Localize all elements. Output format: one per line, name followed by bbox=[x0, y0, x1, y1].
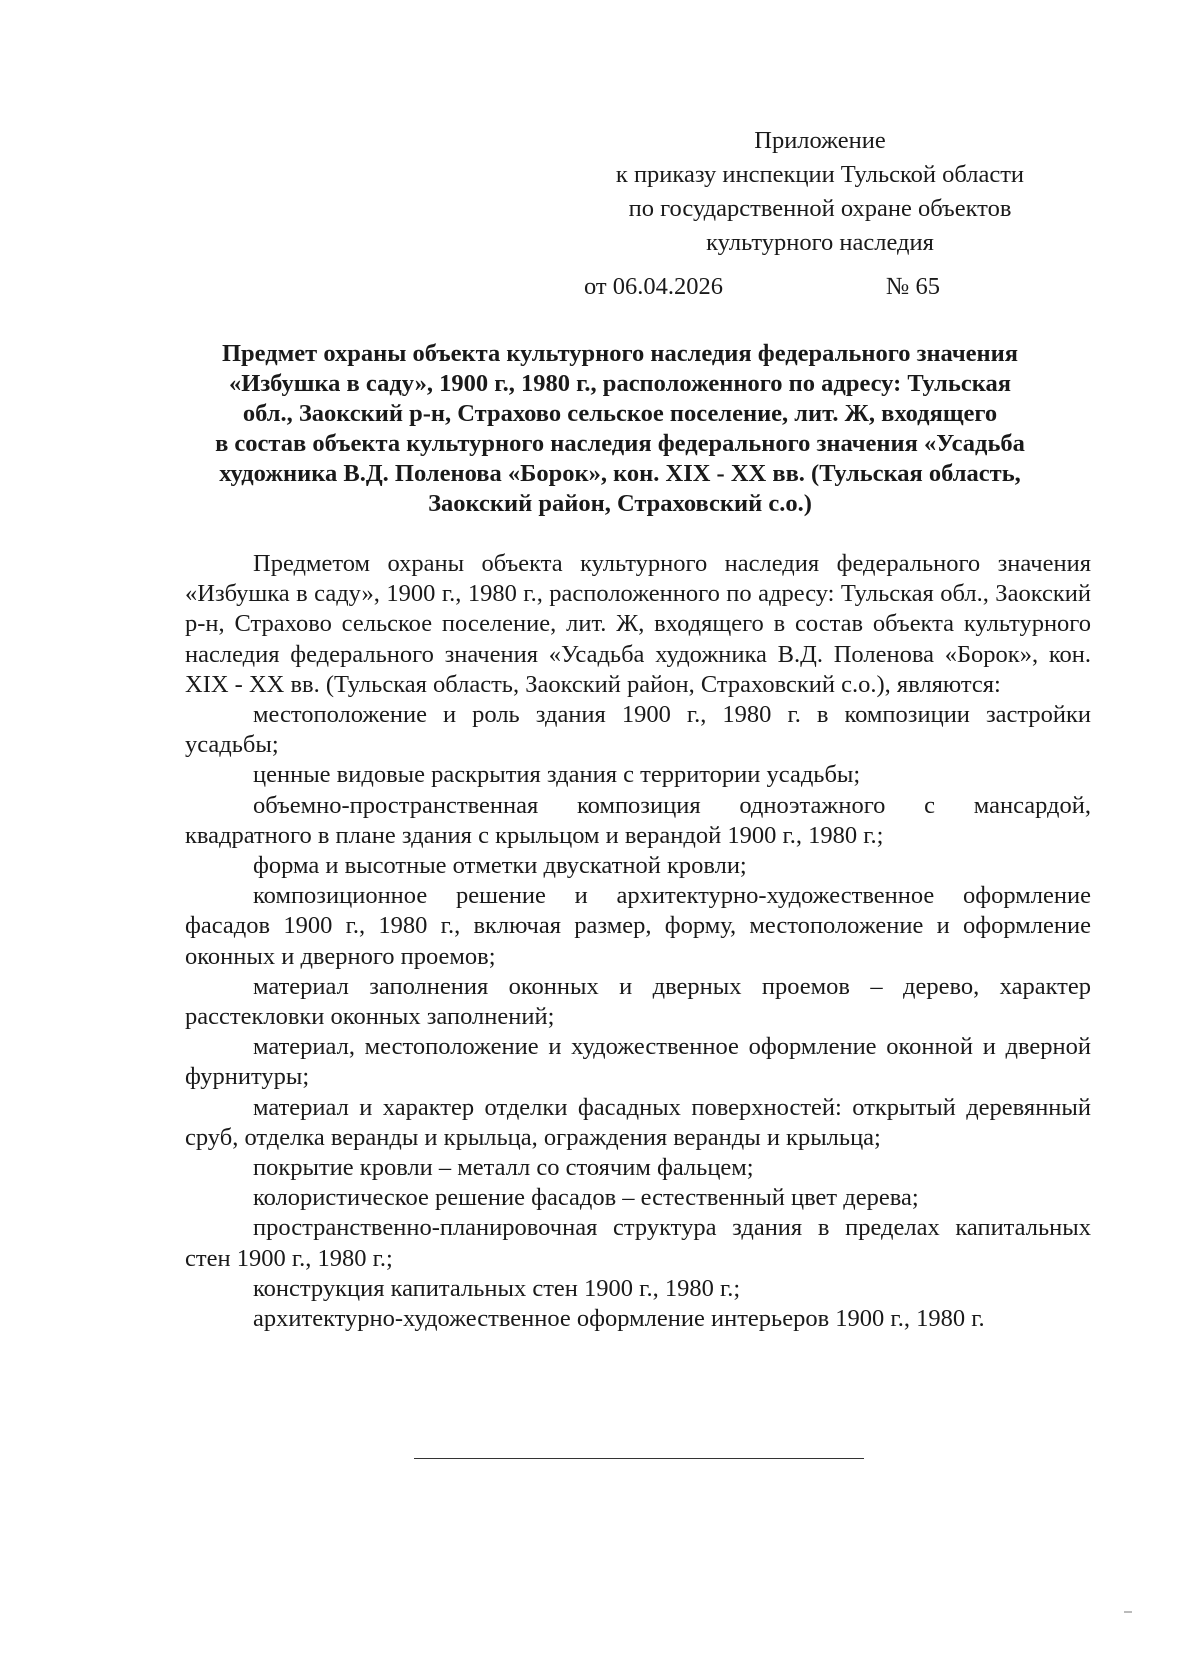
protection-item: материал, местоположение и художественное оформление оконной и дверной фурнитуры; bbox=[185, 1033, 1091, 1091]
protection-item: форма и высотные отметки двускатной кровли; bbox=[253, 852, 747, 880]
order-date: от 06.04.2026 bbox=[584, 273, 724, 300]
title-line: Предмет охраны объекта культурного наследия федерального значения bbox=[221, 340, 1019, 367]
appendix-label: Приложение bbox=[754, 127, 886, 154]
title-line: художника В.Д. Поленова «Борок», кон. XIX - XX вв. (Тульская область, bbox=[219, 460, 1021, 487]
protection-item: местоположение и роль здания 1900 г., 1980 г. в композиции застройки усадьбы; bbox=[185, 701, 1091, 759]
appendix-header bbox=[580, 124, 1060, 260]
intro-paragraph: Предметом охраны объекта культурного наследия федерального значения «Избушка в саду», 1900 г., 1980 г., расположенного по адресу: Тульская обл., Заокский р-н, Страхово сельское поселение, лит. Ж, входящего в состав объекта культурного наследия федерального значения «Усадьба художника В.Д. Поленова «Борок», кон. XIX - XX вв. (Тульская область, Заокский район, Страховский с.о.), являются: bbox=[185, 550, 1091, 698]
protection-item: ценные видовые раскрытия здания с территории усадьбы; bbox=[253, 761, 861, 789]
appendix-order-ref: к приказу инспекции Тульской области bbox=[615, 161, 1025, 188]
protection-item: конструкция капитальных стен 1900 г., 1980 г.; bbox=[253, 1274, 741, 1302]
title-line: «Избушка в саду», 1900 г., 1980 г., расположенного по адресу: Тульская bbox=[229, 370, 1011, 397]
protection-item: колористическое решение фасадов – естественный цвет дерева; bbox=[253, 1184, 919, 1212]
protection-item: материал заполнения оконных и дверных проемов – дерево, характер расстекловки оконных заполнений; bbox=[185, 972, 1091, 1031]
appendix-order-ref-cont: по государственной охране объектов bbox=[628, 195, 1012, 222]
order-number: № 65 bbox=[886, 273, 941, 300]
end-divider bbox=[414, 1458, 864, 1459]
document-title bbox=[150, 339, 1090, 519]
scan-speck bbox=[1124, 1611, 1132, 1613]
appendix-order-ref-end: культурного наследия bbox=[706, 229, 934, 256]
protection-item: архитектурно-художественное оформление интерьеров 1900 г., 1980 г. bbox=[253, 1305, 985, 1333]
title-line: обл., Заокский р-н, Страхово сельское поселение, лит. Ж, входящего bbox=[242, 400, 998, 427]
protection-item: покрытие кровли – металл со стоячим фальцем; bbox=[253, 1154, 754, 1182]
title-line: в состав объекта культурного наследия федерального значения «Усадьба bbox=[215, 430, 1025, 457]
protection-item: композиционное решение и архитектурно-художественное оформление фасадов 1900 г., 1980 г., включая размер, форму, местоположение и оформление оконных и дверного проемов; bbox=[185, 882, 1091, 970]
title-line: Заокский район, Страховский с.о.) bbox=[428, 490, 812, 517]
protection-item: пространственно-планировочная структура здания в пределах капитальных стен 1900 г., 1980 г.; bbox=[185, 1214, 1091, 1272]
protection-item: материал и характер отделки фасадных поверхностей: открытый деревянный сруб, отделка веранды и крыльца, ограждения веранды и крыльца; bbox=[185, 1093, 1091, 1151]
protection-item: объемно-пространственная композиция одноэтажного с мансардой, квадратного в плане здания с крыльцом и верандой 1900 г., 1980 г.; bbox=[185, 791, 1091, 849]
document-body bbox=[185, 549, 1091, 1334]
order-date-number bbox=[584, 270, 964, 304]
